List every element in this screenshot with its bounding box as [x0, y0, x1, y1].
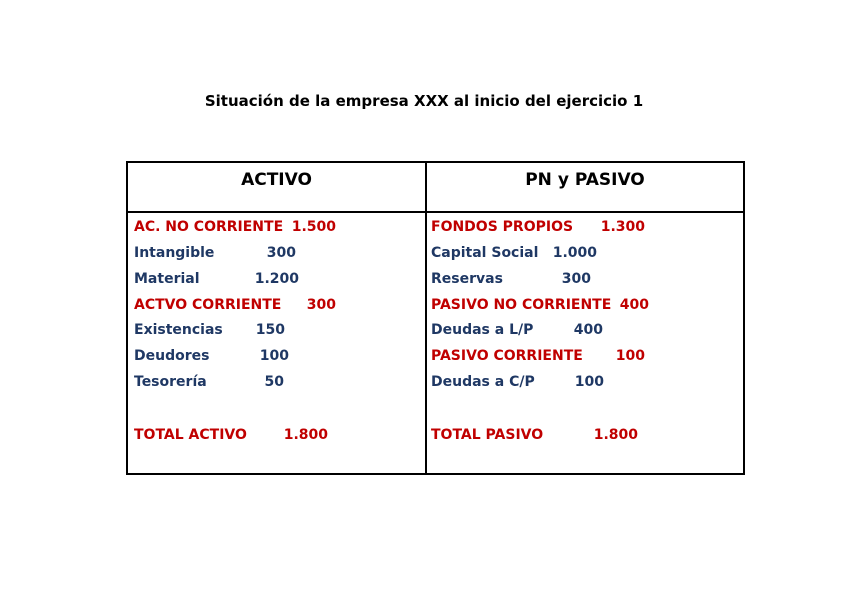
- row-label: Reservas: [431, 271, 503, 287]
- row-label: ACTVO CORRIENTE: [134, 297, 282, 313]
- row-value: 400: [619, 297, 649, 313]
- total-label: TOTAL PASIVO: [431, 427, 544, 443]
- row-label: PASIVO CORRIENTE: [431, 348, 583, 364]
- row-label: Deudores: [134, 348, 210, 364]
- row-value: 1.000: [552, 245, 597, 261]
- row-label: Material: [134, 271, 200, 287]
- row-label: Tesorería: [134, 374, 207, 390]
- pasivo-header: PN y PASIVO: [525, 170, 645, 190]
- row-value: 100: [574, 374, 604, 390]
- row-label: Deudas a C/P: [431, 374, 535, 390]
- row-value: 1.200: [254, 271, 299, 287]
- row-value: 400: [573, 322, 603, 338]
- activo-header: ACTIVO: [241, 170, 312, 190]
- row-label: Intangible: [134, 245, 215, 261]
- row-label: PASIVO NO CORRIENTE: [431, 297, 612, 313]
- row-value: 1.300: [600, 219, 645, 235]
- row-value: 300: [306, 297, 336, 313]
- row-label: Deudas a L/P: [431, 322, 534, 338]
- balance-table: [126, 161, 745, 475]
- total-label: TOTAL ACTIVO: [134, 427, 247, 443]
- row-value: 1.500: [291, 219, 336, 235]
- row-label: AC. NO CORRIENTE: [134, 219, 284, 235]
- row-value: 100: [259, 348, 289, 364]
- row-value: 300: [561, 271, 591, 287]
- column-divider: [425, 163, 427, 473]
- row-value: 50: [264, 374, 284, 390]
- page-title: Situación de la empresa XXX al inicio del ejercicio 1: [204, 92, 644, 110]
- header-divider: [128, 211, 743, 213]
- total-value: 1.800: [283, 427, 328, 443]
- row-value: 100: [615, 348, 645, 364]
- row-value: 300: [266, 245, 296, 261]
- row-value: 150: [255, 322, 285, 338]
- row-label: FONDOS PROPIOS: [431, 219, 574, 235]
- row-label: Existencias: [134, 322, 223, 338]
- row-label: Capital Social: [431, 245, 539, 261]
- total-value: 1.800: [593, 427, 638, 443]
